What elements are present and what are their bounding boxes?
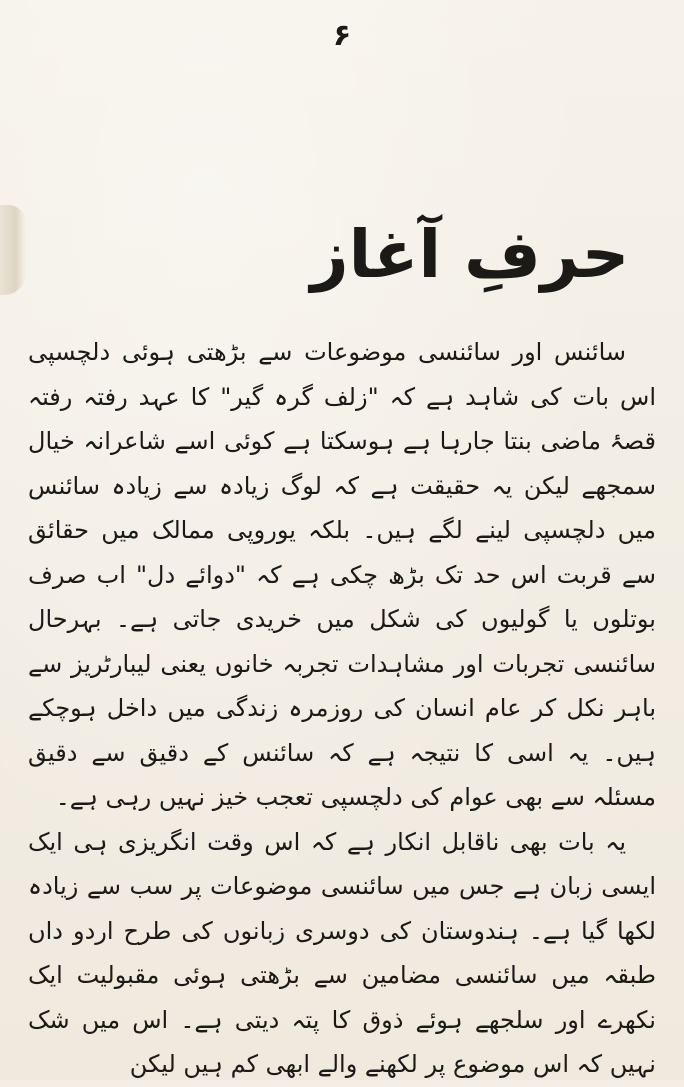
body-text [28, 330, 656, 1087]
chapter-heading: حرفِ آغاز [310, 216, 630, 293]
paragraph-2: یہ بات بھی ناقابل انکار ہے کہ اس وقت انگریزی ہی ایک ایسی زبان ہے جس میں سائنسی موضوعات پر سب سے زیادہ لکھا گیا ہے۔ ہندوستان کی دوسری زبانوں کی طرح اردو داں طبقہ میں سائنسی مضامین سے بڑھتی ہوئی مقبولیت ایک نکھرے اور سلجھے ہوئے ذوق کا پتہ دیتی ہے۔ اس میں شک نہیں کہ اس موضوع پر لکھنے والے ابھی کم ہیں لیکن [28, 827, 656, 1078]
paragraph-1: سائنس اور سائنسی موضوعات سے بڑھتی ہوئی دلچسپی اس بات کی شاہد ہے کہ "زلف گرہ گیر" کا عہد رفتہ رفتہ قصۂ ماضی بنتا جارہا ہے ہوسکتا ہے کوئی اسے شاعرانہ خیال سمجھے لیکن یہ حقیقت ہے کہ لوگ زیادہ سے زیادہ سائنس میں دلچسپی لینے لگے ہیں۔ بلکہ یوروپی ممالک میں حقائق سے قربت اس حد تک بڑھ چکی ہے کہ "دوائے دل" اب صرف بوتلوں یا گولیوں کی شکل میں خریدی جاتی ہے۔ بہرحال سائنسی تجربات اور مشاہدات تجربہ خانوں یعنی لیبارٹریز سے باہر نکل کر عام انسان کی روزمرہ زندگی میں داخل ہوچکے ہیں۔ یہ اسی کا نتیجہ ہے کہ سائنس کے دقیق سے دقیق مسئلہ سے بھی عوام کی دلچسپی تعجب خیز نہیں رہی ہے۔ [28, 338, 656, 811]
torn-edge [0, 205, 26, 295]
page-number: ۶ [332, 18, 352, 53]
